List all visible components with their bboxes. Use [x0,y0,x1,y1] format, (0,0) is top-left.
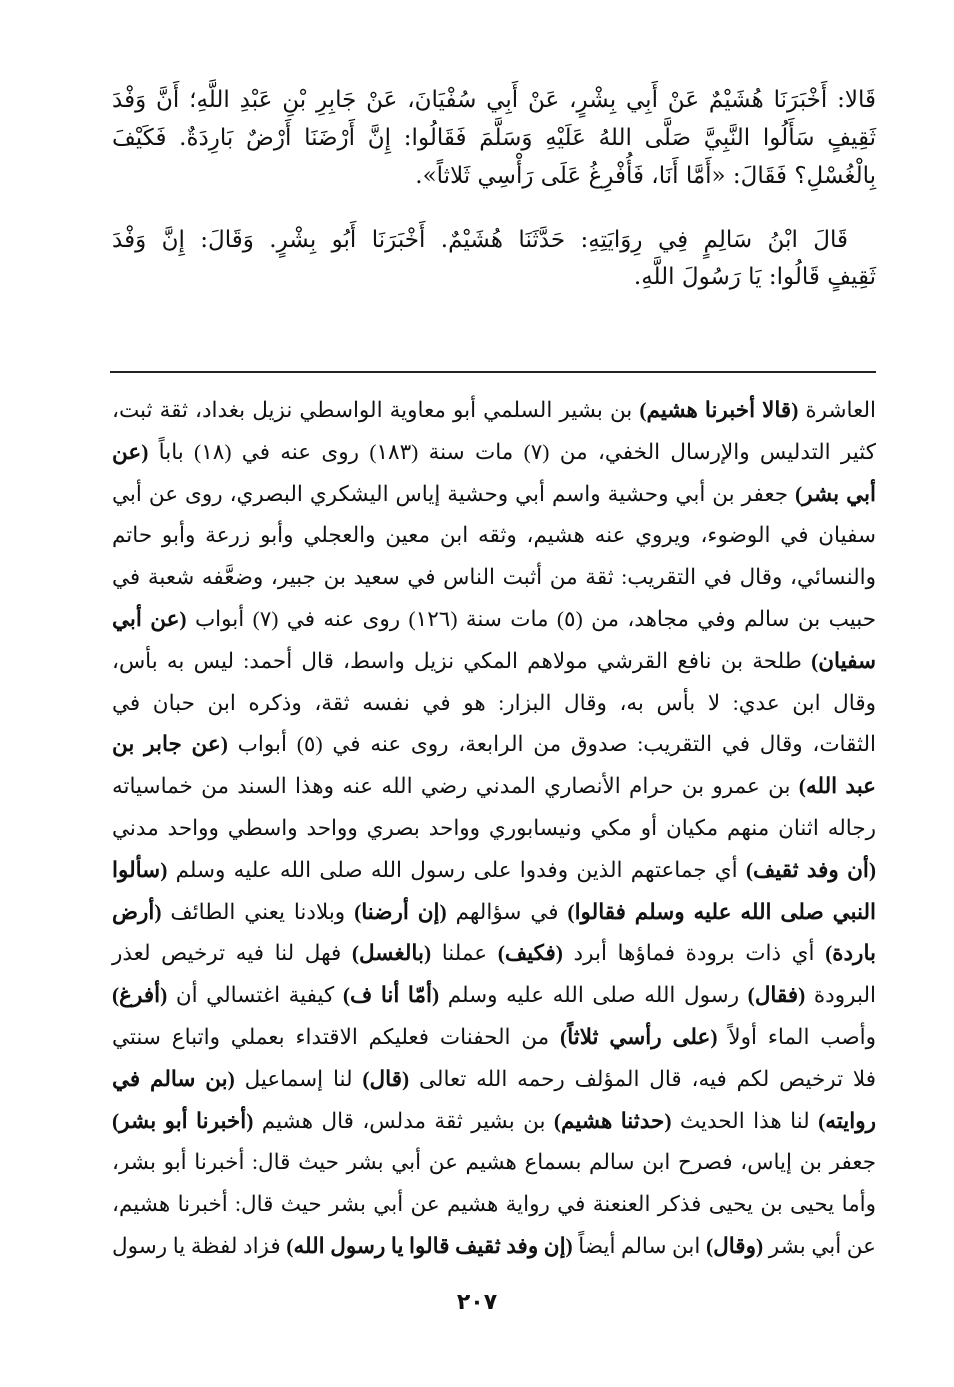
bold-quote-segment: (سألوا [112,857,168,882]
bold-quote-segment: عبد الله) [798,774,877,799]
bold-quote-segment: (فقال) [747,983,806,1008]
footnote-line [112,645,876,678]
bold-quote-segment: (أمّا أنا ف) [342,983,440,1008]
bold-quote-segment: (بالغسل) [351,941,432,966]
bold-quote-segment: (بن سالم في [112,1066,235,1091]
bold-quote-segment: (عن أبي [112,607,187,631]
bold-quote-segment: (أفرغ) [112,983,168,1008]
text-segment: وبلادنا يعني الطائف [161,899,355,924]
bold-quote-segment: باردة) [825,941,876,966]
text-segment: البرودة [805,983,876,1008]
footnote-line [112,896,876,929]
footnote-line [112,1146,876,1179]
text-segment: قَالَ ابْنُ سَالِمٍ فِي رِوَايَتِهِ: حَدَّثَنَا هُشَيْمٌ. أَخْبَرَنَا أَبُو بِشْرٍ. وَقَالَ: إِنَّ وَفْدَ [112,227,848,253]
text-segment: بن بشير السلمي أبو معاوية الواسطي نزيل بغداد، ثقة ثبت، [112,398,640,422]
text-segment: بن بشير ثقة مدلس، قال هشيم [253,1108,554,1133]
footnote-line [112,979,876,1012]
text-segment: أي جماعتهم الذين وفدوا على رسول الله صلى الله عليه وسلم [167,857,746,882]
text-segment: فلا ترخيص لكم فيه، قال المؤلف رحمه الله تعالى [409,1066,876,1091]
bold-quote-segment: روايته) [818,1108,876,1133]
page-number: ٢٠٧ [456,1290,498,1315]
bold-quote-segment: (قال) [362,1066,410,1091]
footnote-line [112,519,876,552]
text-segment: لنا هذا الحديث [671,1108,819,1133]
text-segment: العاشرة [798,398,877,422]
text-segment: وأما يحيى بن يحيى فذكر العنعنة في رواية هشيم عن أبي بشر حيث قال: أخبرنا هشيم، [112,1192,876,1217]
main-text-line [112,221,876,259]
bold-quote-segment: (عن جابر بن [112,732,228,757]
text-segment: رجاله اثنان منهم مكيان أو مكي ونيسابوري وواحد بصري وواحد واسطي وواحد مدني [112,816,876,840]
bold-quote-segment: (إن وفد ثقيف قالوا يا رسول الله) [286,1234,573,1258]
text-segment: من الحفنات فعليكم الاقتداء بعملي واتباع سنتي [112,1025,561,1049]
text-segment: والنسائي، وقال في التقريب: ثقة من أثبت الناس في سعيد بن جبير، وضعَّفه شعبة في [112,565,876,590]
text-segment: ابن سالم أيضاً [572,1234,706,1258]
text-segment: كثير التدليس والإرسال الخفي، من (٧) مات سنة (١٨٣) روى عنه في (١٨) باباً [148,439,877,464]
main-text-line [112,157,876,195]
bold-quote-segment: سفيان) [811,648,876,673]
text-segment: جعفر بن أبي وحشية واسم أبي وحشية إياس اليشكري البصري، روى عن أبي [112,481,795,506]
footnote-line [112,1230,876,1263]
footnote-line [112,1105,876,1138]
text-segment: ثَقِيفٍ قَالُوا: يَا رَسُولَ اللَّهِ. [633,264,876,290]
main-text-line [112,119,876,157]
text-segment: قَالا: أَخْبَرَنَا هُشَيْمٌ عَنْ أَبِي بِشْرٍ، عَنْ أَبِي سُفْيَانَ، عَنْ جَابِرِ بْنِ عَبْدِ اللَّهِ؛ أَنَّ وَفْدَ [112,87,876,113]
text-segment: ثَقِيفٍ سَأَلُوا النَّبِيَّ صَلَّى اللهُ عَلَيْهِ وَسَلَّمَ فَقَالُوا: إِنَّ أَرْضَنَا أَرْضٌ بَارِدَةٌ. فَكَيْفَ [112,125,876,151]
footnote-line [112,1063,876,1096]
bold-quote-segment: (عن [112,439,149,464]
footnote-line [112,478,876,511]
text-segment: كيفية اغتسالي أن [167,983,343,1008]
footnote-line [112,728,876,761]
footnote-divider [110,371,876,373]
text-segment: وأصب الماء أولاً [717,1025,876,1049]
main-text-line [112,81,876,119]
footnote-line [112,770,876,803]
footnote-line [112,1021,876,1054]
bold-quote-segment: (أن وفد ثقيف) [745,857,876,882]
text-segment: لنا إسماعيل [234,1066,363,1091]
text-segment: عملنا [431,941,498,966]
footnote-line [112,1188,876,1221]
text-segment: بِالْغُسْلِ؟ فَقَالَ: «أَمَّا أَنَا، فَأُفْرِغُ عَلَى رَأْسِي ثَلاثاً». [415,163,876,189]
text-segment: في سؤالهم [446,899,568,924]
bold-quote-segment: النبي صلى الله عليه وسلم فقالوا) [567,899,877,924]
bold-quote-segment: أبي بشر) [794,481,876,506]
bold-quote-segment: (قالا أخبرنا هشيم) [639,398,799,422]
footnote-line [112,436,876,469]
bold-quote-segment: (فكيف) [497,941,563,966]
footnote-line [112,561,876,594]
text-segment: وقال ابن عدي: لا بأس به، وقال البزار: هو في نفسه ثقة، وذكره ابن حبان في [112,690,876,715]
footnote-line [112,854,876,887]
text-segment: جعفر بن إياس، فصرح ابن سالم بسماع هشيم عن أبي بشر حيث قال: أخبرنا أبو بشر، [112,1150,876,1175]
text-segment: حبيب بن سالم وفي مجاهد، من (٥) مات سنة (١٢٦) روى عنه في (٧) أبواب [186,607,877,631]
text-segment: طلحة بن نافع القرشي مولاهم المكي نزيل واسط، قال أحمد: ليس به بأس، [112,648,812,673]
text-segment: بن عمرو بن حرام الأنصاري المدني رضي الله عنه وهذا السند من خماسياته [112,774,799,799]
bold-quote-segment: (أرض [112,899,162,924]
footnote-line [112,394,876,427]
text-segment: فزاد لفظة يا رسول [112,1234,287,1258]
bold-quote-segment: (حدثنا هشيم) [553,1108,672,1133]
bold-quote-segment: (على رأسي ثلاثاً) [560,1025,718,1049]
bold-quote-segment: (أخبرنا أبو بشر) [112,1108,254,1133]
bold-quote-segment: (إن أرضنا) [354,899,447,924]
footnote-line [112,812,876,845]
bold-quote-segment: (وقال) [705,1234,764,1258]
text-segment: سفيان في الوضوء، ويروي عنه هشيم، وثقه ابن معين والعجلي وأبو زرعة وأبو حاتم [112,523,876,548]
main-text-line [112,258,876,296]
text-segment: رسول الله صلى الله عليه وسلم [439,983,748,1008]
text-segment: الثقات، وقال في التقريب: صدوق من الرابعة، روى عنه في (٥) أبواب [227,732,876,757]
text-segment: فهل لنا فيه ترخيص لعذر [112,941,352,966]
footnote-line [112,937,876,970]
footnote-line [112,687,876,720]
text-segment: أي ذات برودة فماؤها أبرد [562,941,826,966]
text-segment: عن أبي بشر [763,1234,876,1258]
footnote-line [112,603,876,636]
